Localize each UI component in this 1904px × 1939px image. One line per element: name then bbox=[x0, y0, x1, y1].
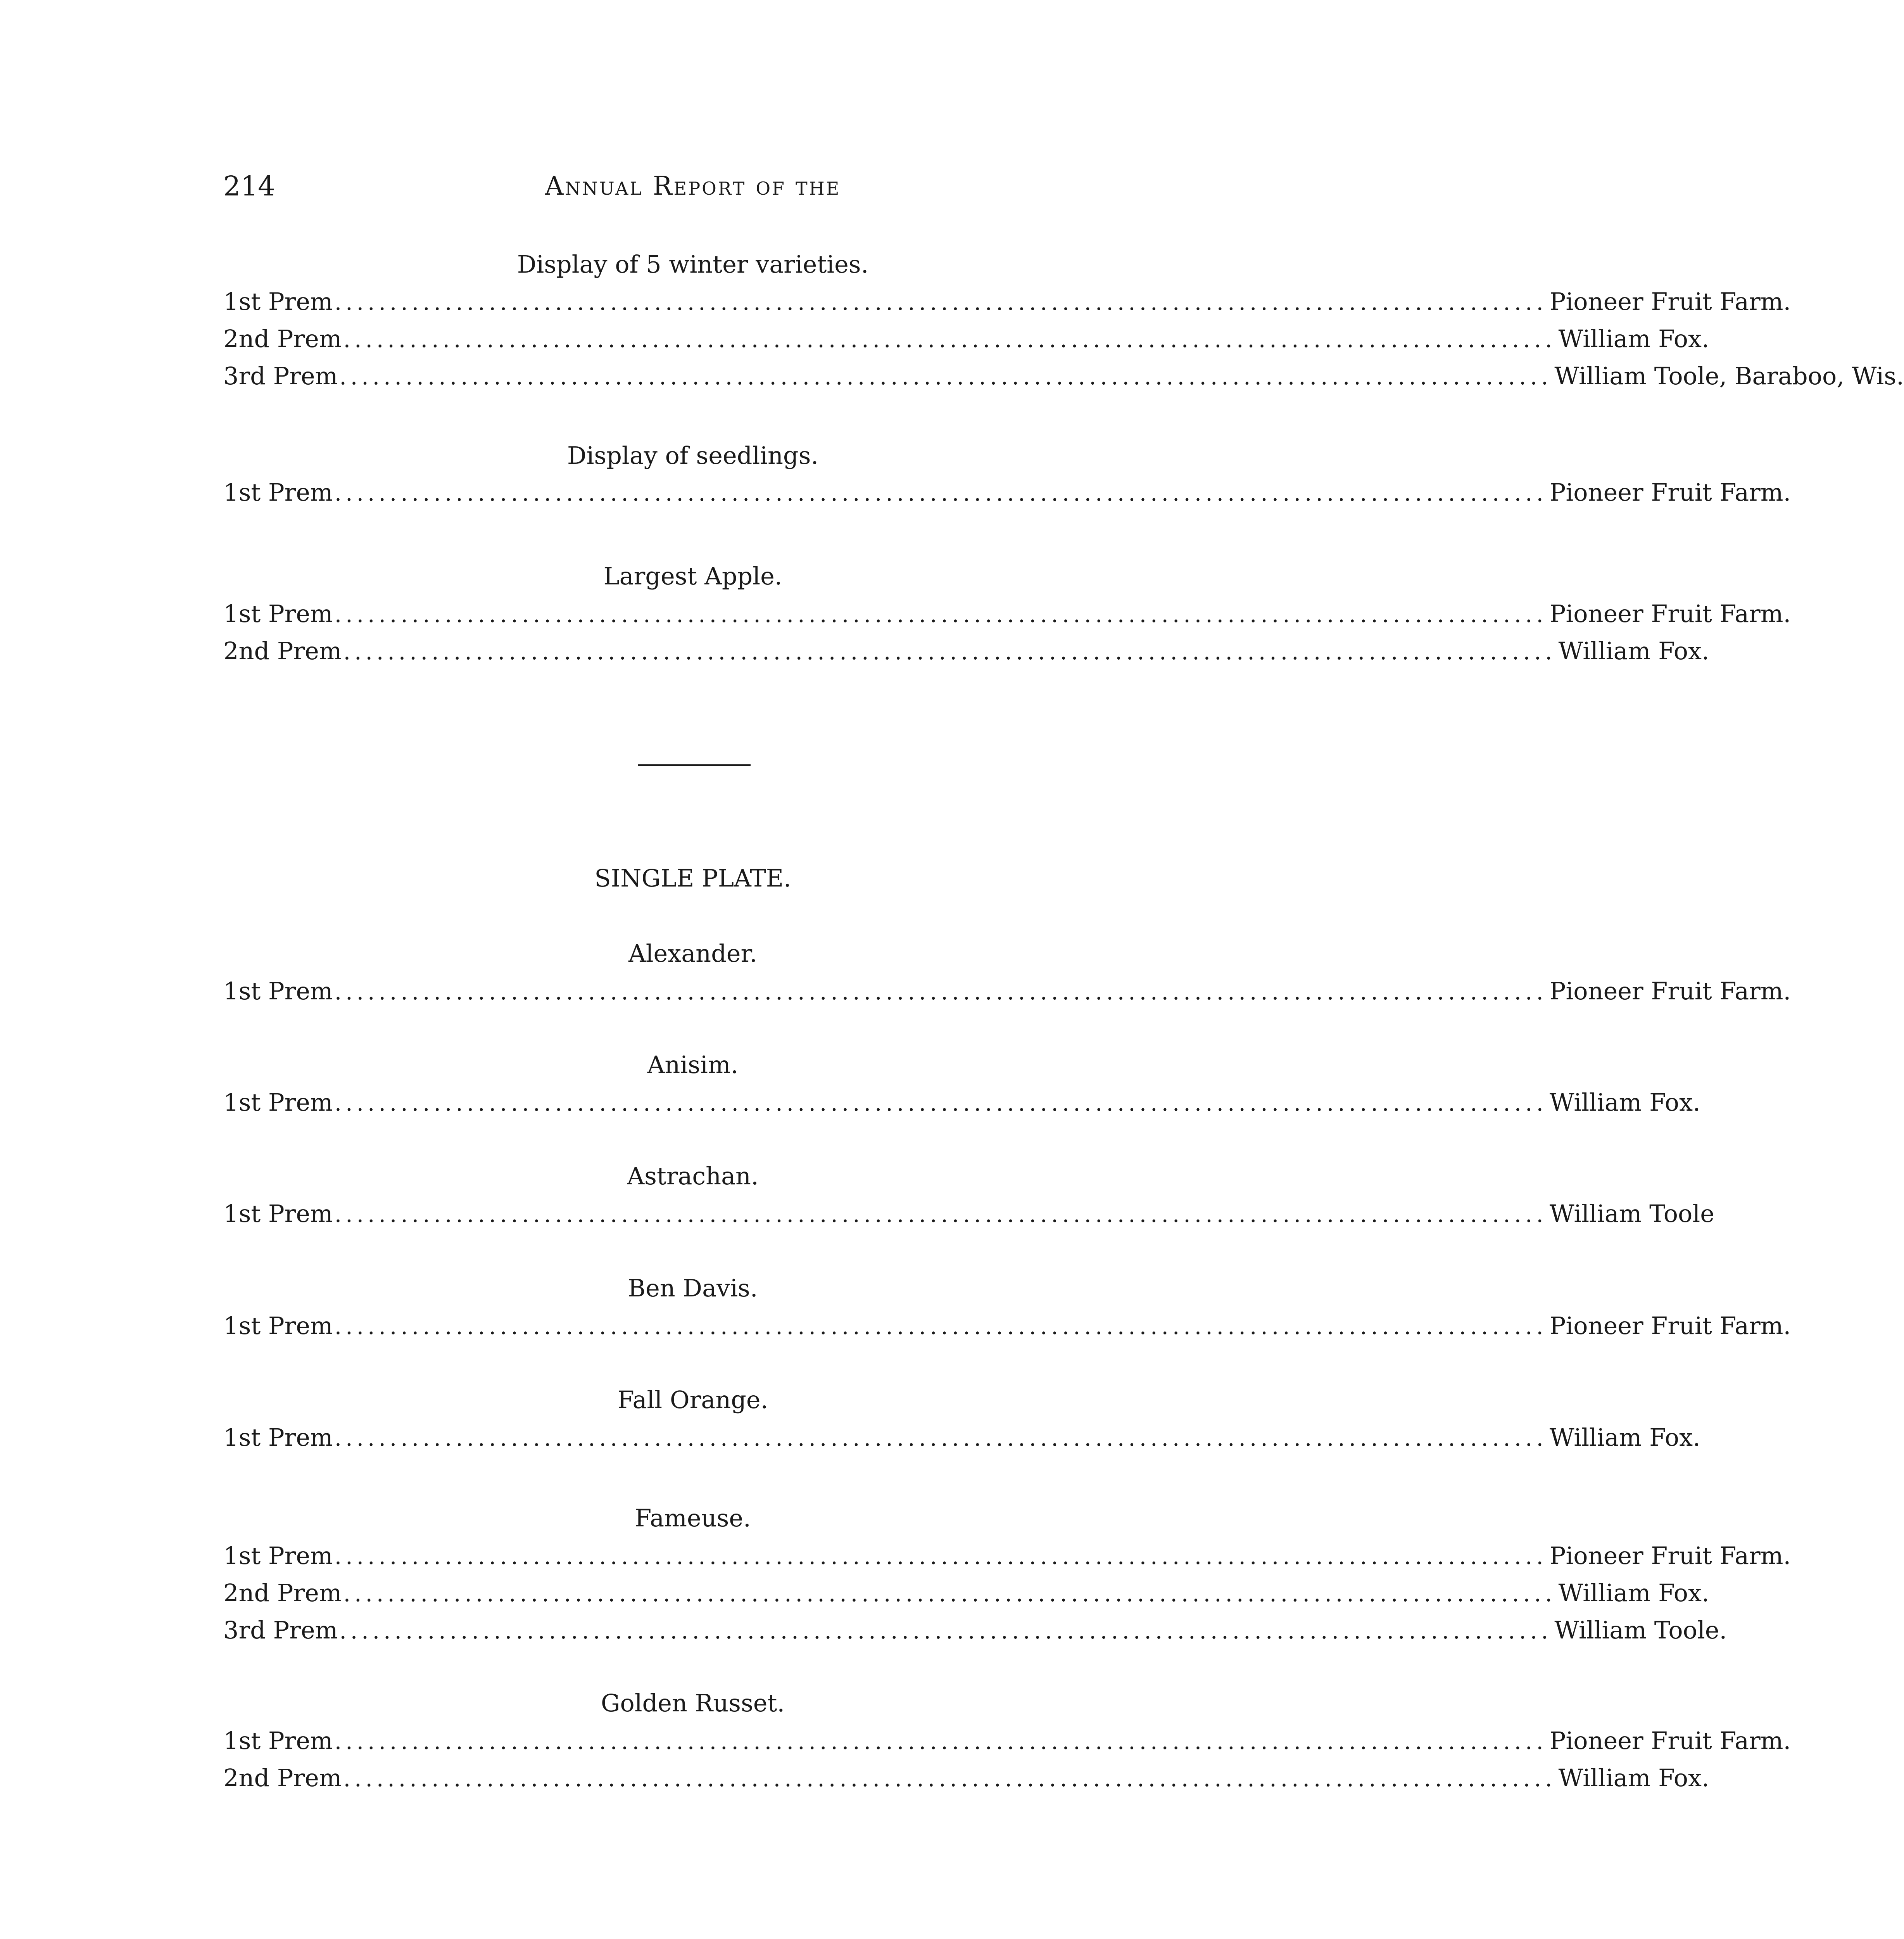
awardee: William Toole, Baraboo, Wis. bbox=[1554, 362, 1904, 390]
group-heading: Largest Apple. bbox=[603, 562, 782, 590]
award-entry bbox=[223, 1537, 1791, 1574]
awardee: William Fox. bbox=[1558, 325, 1709, 353]
prem-label: 1st Prem bbox=[223, 1199, 333, 1228]
group-heading: Display of 5 winter varieties. bbox=[517, 250, 869, 278]
group-heading: Fall Orange. bbox=[617, 1386, 768, 1414]
section-divider bbox=[638, 764, 751, 766]
prem-label: 1st Prem bbox=[223, 287, 333, 316]
award-entry bbox=[223, 358, 1904, 395]
leader-dots: .............................................................................................................. bbox=[334, 289, 1547, 315]
prem-label: 1st Prem bbox=[223, 1542, 333, 1570]
leader-dots: .............................................................................................................. bbox=[339, 1618, 1552, 1644]
awardee: Pioneer Fruit Farm. bbox=[1549, 287, 1791, 316]
award-entry bbox=[223, 1722, 1791, 1759]
awardee: William Fox. bbox=[1549, 1088, 1700, 1116]
prem-label: 2nd Prem bbox=[223, 325, 342, 353]
award-entry bbox=[223, 595, 1791, 633]
leader-dots: .............................................................................................................. bbox=[334, 1090, 1547, 1116]
award-entry bbox=[223, 1195, 1714, 1232]
group-heading: Astrachan. bbox=[627, 1162, 759, 1190]
leader-dots: .............................................................................................................. bbox=[334, 1313, 1547, 1339]
award-entry bbox=[223, 1759, 1709, 1797]
awardee: Pioneer Fruit Farm. bbox=[1549, 1542, 1791, 1570]
leader-dots: .............................................................................................................. bbox=[334, 978, 1547, 1005]
prem-label: 1st Prem bbox=[223, 1312, 333, 1340]
award-entry bbox=[223, 633, 1709, 670]
awardee: William Toole bbox=[1549, 1199, 1714, 1228]
prem-label: 1st Prem bbox=[223, 1423, 333, 1452]
prem-label: 1st Prem bbox=[223, 977, 333, 1005]
prem-label: 1st Prem bbox=[223, 600, 333, 628]
prem-label: 1st Prem bbox=[223, 1726, 333, 1755]
award-entry bbox=[223, 973, 1791, 1010]
leader-dots: .............................................................................................................. bbox=[343, 326, 1556, 353]
award-entry bbox=[223, 320, 1709, 358]
running-head: Annual Report of the bbox=[545, 171, 841, 201]
leader-dots: .............................................................................................................. bbox=[343, 638, 1556, 665]
leader-dots: .............................................................................................................. bbox=[334, 480, 1547, 506]
awardee: William Fox. bbox=[1558, 1579, 1709, 1607]
prem-label: 3rd Prem bbox=[223, 1616, 338, 1644]
group-heading: Display of seedlings. bbox=[567, 441, 819, 470]
leader-dots: .............................................................................................................. bbox=[334, 601, 1547, 627]
awardee: William Fox. bbox=[1558, 637, 1709, 665]
prem-label: 3rd Prem bbox=[223, 362, 338, 390]
prem-label: 2nd Prem bbox=[223, 1764, 342, 1792]
prem-label: 2nd Prem bbox=[223, 1579, 342, 1607]
group-heading: Alexander. bbox=[628, 939, 758, 968]
awardee: Pioneer Fruit Farm. bbox=[1549, 1312, 1791, 1340]
awardee: William Toole. bbox=[1554, 1616, 1727, 1644]
award-entry bbox=[223, 283, 1791, 320]
award-entry bbox=[223, 1574, 1709, 1612]
award-entry bbox=[223, 1419, 1700, 1456]
group-heading: Anisim. bbox=[647, 1051, 739, 1079]
prem-label: 1st Prem bbox=[223, 478, 333, 506]
award-entry bbox=[223, 1084, 1700, 1121]
leader-dots: .............................................................................................................. bbox=[339, 363, 1552, 390]
award-entry bbox=[223, 474, 1791, 511]
awardee: Pioneer Fruit Farm. bbox=[1549, 600, 1791, 628]
leader-dots: .............................................................................................................. bbox=[334, 1425, 1547, 1451]
awardee: William Fox. bbox=[1549, 1423, 1700, 1452]
leader-dots: .............................................................................................................. bbox=[334, 1543, 1547, 1569]
leader-dots: .............................................................................................................. bbox=[334, 1728, 1547, 1754]
prem-label: 2nd Prem bbox=[223, 637, 342, 665]
section-title: SINGLE PLATE. bbox=[594, 864, 791, 892]
leader-dots: .............................................................................................................. bbox=[334, 1201, 1547, 1227]
leader-dots: .............................................................................................................. bbox=[343, 1580, 1556, 1607]
awardee: Pioneer Fruit Farm. bbox=[1549, 1726, 1791, 1755]
page-number: 214 bbox=[223, 170, 275, 202]
awardee: Pioneer Fruit Farm. bbox=[1549, 478, 1791, 506]
award-entry bbox=[223, 1307, 1791, 1345]
page-header bbox=[223, 165, 1162, 207]
group-heading: Golden Russet. bbox=[601, 1689, 785, 1717]
prem-label: 1st Prem bbox=[223, 1088, 333, 1116]
awardee: Pioneer Fruit Farm. bbox=[1549, 977, 1791, 1005]
group-heading: Fameuse. bbox=[635, 1504, 751, 1532]
leader-dots: .............................................................................................................. bbox=[343, 1765, 1556, 1792]
group-heading: Ben Davis. bbox=[628, 1274, 758, 1302]
awardee: William Fox. bbox=[1558, 1764, 1709, 1792]
award-entry bbox=[223, 1612, 1727, 1649]
